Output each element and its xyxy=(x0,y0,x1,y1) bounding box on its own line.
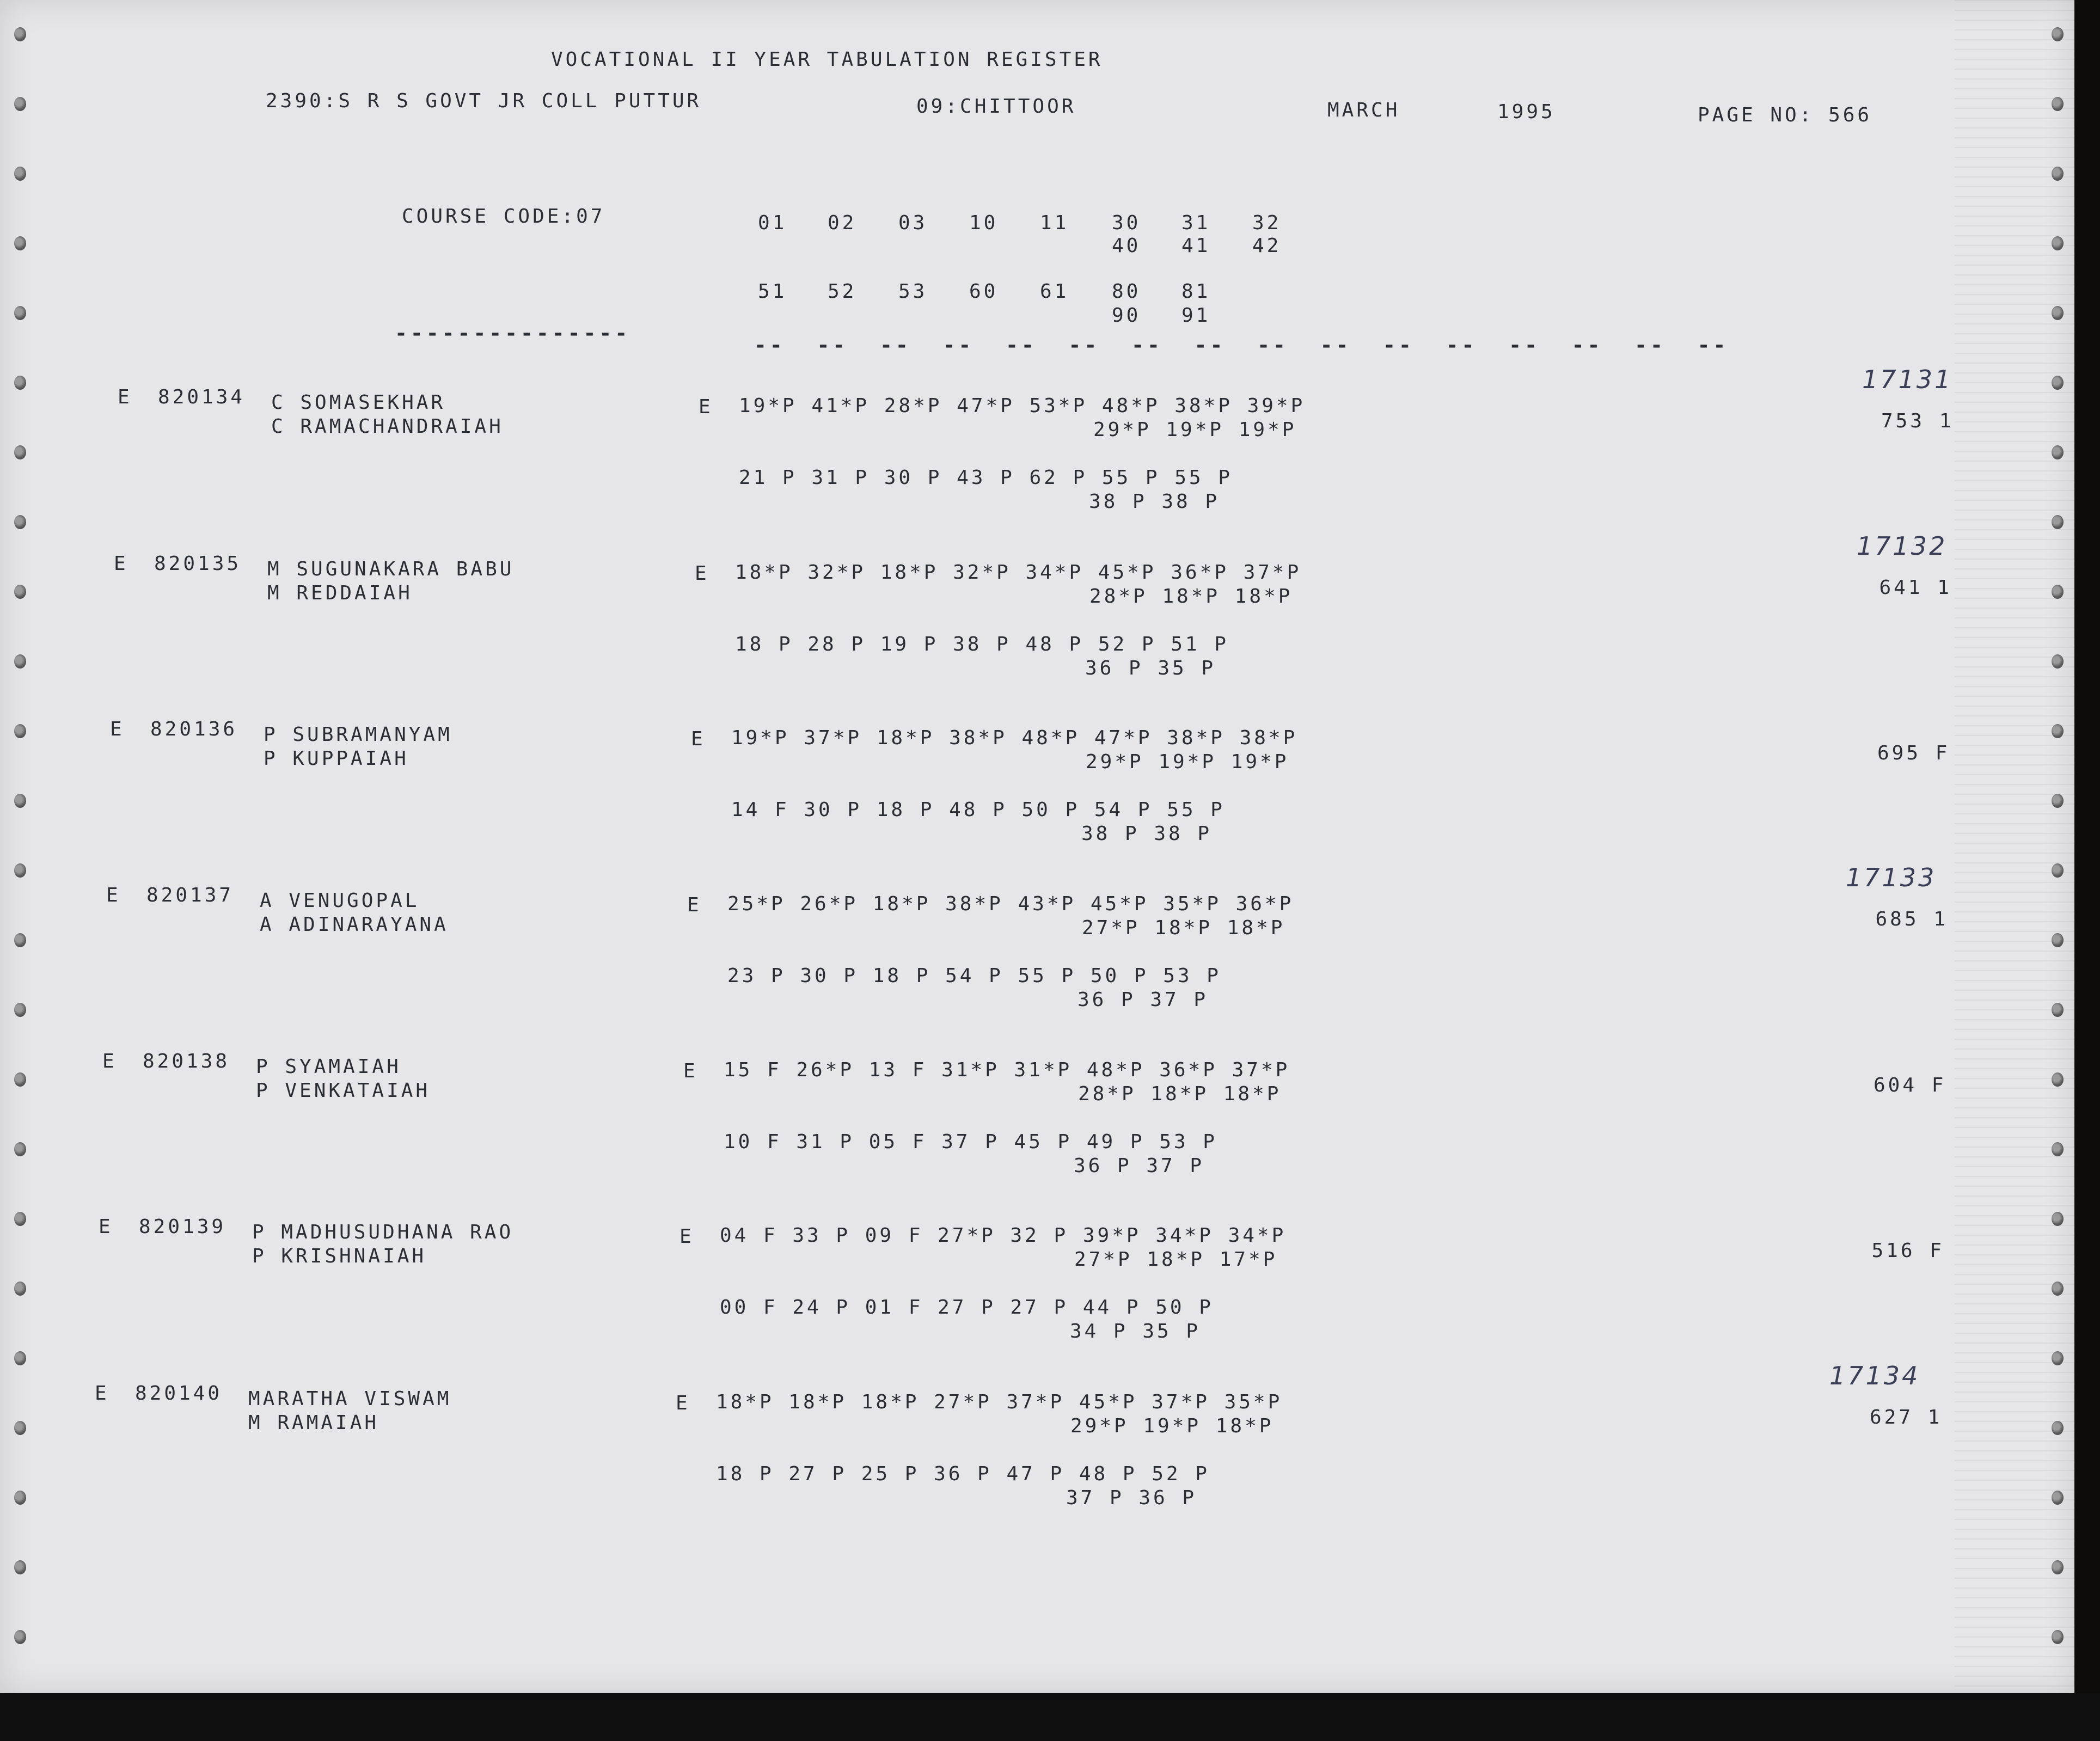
feed-hole xyxy=(2052,306,2064,320)
student-name: P SYAMAIAH xyxy=(256,1056,401,1078)
subject-code: 03 xyxy=(898,212,928,234)
feed-hole xyxy=(2052,724,2064,738)
record-category: E xyxy=(106,884,121,906)
father-name: M RAMAIAH xyxy=(248,1412,379,1434)
course-code: COURSE CODE:07 xyxy=(402,205,605,228)
feed-hole xyxy=(2052,863,2064,878)
record-category: E xyxy=(102,1050,117,1072)
exam-marker: E xyxy=(695,562,709,585)
feed-hole xyxy=(14,1491,26,1505)
feed-hole xyxy=(14,724,26,738)
father-name: M REDDAIAH xyxy=(267,582,413,604)
feed-hole xyxy=(14,1630,26,1644)
right-feed-holes xyxy=(2042,0,2074,1693)
total-result: 685 1 xyxy=(1875,908,1948,930)
record-category: E xyxy=(95,1382,109,1405)
subject-code: 10 xyxy=(969,212,999,234)
roll-number: 820139 xyxy=(139,1216,226,1238)
scan-bottom-edge xyxy=(0,1693,2100,1741)
handwritten-number: 17132 xyxy=(1857,531,1948,561)
handwritten-number: 17133 xyxy=(1846,863,1937,892)
record-category: E xyxy=(118,386,132,408)
exam-marker: E xyxy=(683,1060,698,1082)
feed-hole xyxy=(14,515,26,529)
father-name: C RAMACHANDRAIAH xyxy=(271,415,504,438)
feed-hole xyxy=(2052,97,2064,111)
marks-row-2b: 38 P 38 P xyxy=(1089,491,1220,513)
feed-hole xyxy=(14,376,26,390)
feed-hole xyxy=(14,97,26,111)
column-dashes: -- -- -- -- -- -- -- -- -- -- -- -- -- -- -- -- xyxy=(754,333,1729,357)
page-number: PAGE NO: 566 xyxy=(1698,104,1872,126)
feed-hole xyxy=(2052,167,2064,181)
subject-code: 80 xyxy=(1112,280,1141,303)
marks-row-1b: 27*P 18*P 18*P xyxy=(1082,917,1285,939)
father-name: A ADINARAYANA xyxy=(260,914,449,936)
feed-hole xyxy=(14,306,26,320)
feed-hole xyxy=(14,1212,26,1226)
subject-code: 42 xyxy=(1252,235,1282,257)
exam-marker: E xyxy=(691,728,706,750)
father-name: P VENKATAIAH xyxy=(256,1080,431,1102)
subject-code: 90 xyxy=(1112,304,1141,327)
feed-hole xyxy=(14,1003,26,1017)
marks-row-1: 19*P 41*P 28*P 47*P 53*P 48*P 38*P 39*P xyxy=(739,395,1306,417)
feed-hole xyxy=(14,1282,26,1296)
feed-hole xyxy=(2052,1630,2064,1644)
roll-number: 820140 xyxy=(135,1382,223,1405)
feed-hole xyxy=(2052,376,2064,390)
subject-code: 91 xyxy=(1181,304,1211,327)
feed-hole xyxy=(14,585,26,599)
subject-code: 01 xyxy=(758,212,787,234)
feed-hole xyxy=(14,167,26,181)
student-name: M SUGUNAKARA BABU xyxy=(267,558,515,580)
exam-year: 1995 xyxy=(1497,101,1556,123)
marks-row-1b: 28*P 18*P 18*P xyxy=(1078,1083,1282,1105)
college-name: 2390:S R S GOVT JR COLL PUTTUR xyxy=(266,90,702,112)
marks-row-1b: 29*P 19*P 19*P xyxy=(1093,419,1297,441)
total-result: 695 F xyxy=(1877,742,1950,764)
exam-month: MARCH xyxy=(1327,99,1400,121)
feed-hole xyxy=(14,236,26,250)
exam-marker: E xyxy=(679,1225,694,1248)
record-category: E xyxy=(99,1216,113,1238)
feed-hole xyxy=(2052,236,2064,250)
marks-row-1b: 29*P 19*P 19*P xyxy=(1086,751,1289,773)
subject-code: 30 xyxy=(1112,212,1141,234)
student-name: C SOMASEKHAR xyxy=(271,391,446,414)
marks-row-2b: 36 P 37 P xyxy=(1077,989,1209,1011)
feed-hole xyxy=(14,794,26,808)
feed-hole xyxy=(2052,1212,2064,1226)
total-result: 516 F xyxy=(1871,1240,1944,1262)
marks-row-1: 25*P 26*P 18*P 38*P 43*P 45*P 35*P 36*P xyxy=(727,893,1294,915)
marks-row-2: 00 F 24 P 01 F 27 P 27 P 44 P 50 P xyxy=(720,1296,1214,1319)
handwritten-number: 17134 xyxy=(1829,1361,1920,1390)
record-category: E xyxy=(110,718,125,740)
subject-code: 11 xyxy=(1040,212,1069,234)
marks-row-1b: 29*P 19*P 18*P xyxy=(1070,1415,1274,1437)
course-rule: --------------- xyxy=(395,321,631,345)
student-name: P MADHUSUDHANA RAO xyxy=(252,1221,514,1243)
feed-hole xyxy=(14,1072,26,1087)
marks-row-2: 18 P 27 P 25 P 36 P 47 P 48 P 52 P xyxy=(716,1463,1210,1485)
feed-hole xyxy=(14,27,26,41)
subject-code: 40 xyxy=(1112,235,1141,257)
total-result: 641 1 xyxy=(1879,577,1952,599)
feed-hole xyxy=(2052,1351,2064,1365)
total-result: 604 F xyxy=(1874,1074,1946,1096)
feed-hole xyxy=(2052,654,2064,669)
total-result: 753 1 xyxy=(1881,410,1954,432)
marks-row-2: 14 F 30 P 18 P 48 P 50 P 54 P 55 P xyxy=(731,799,1225,821)
left-feed-holes xyxy=(0,0,33,1693)
subject-code: 53 xyxy=(898,280,928,303)
subject-code: 31 xyxy=(1181,212,1211,234)
student-name: A VENUGOPAL xyxy=(260,890,420,912)
father-name: P KUPPAIAH xyxy=(264,747,409,770)
subject-code: 52 xyxy=(828,280,857,303)
total-result: 627 1 xyxy=(1870,1406,1943,1429)
marks-row-2: 23 P 30 P 18 P 54 P 55 P 50 P 53 P xyxy=(727,965,1221,987)
marks-row-2b: 37 P 36 P xyxy=(1066,1487,1197,1509)
roll-number: 820137 xyxy=(146,884,234,906)
feed-hole xyxy=(2052,1282,2064,1296)
feed-hole xyxy=(14,654,26,669)
marks-row-1b: 27*P 18*P 17*P xyxy=(1074,1248,1278,1271)
feed-hole xyxy=(2052,794,2064,808)
feed-hole xyxy=(14,863,26,878)
feed-hole xyxy=(14,1142,26,1156)
subject-code: 61 xyxy=(1040,280,1069,303)
feed-hole xyxy=(14,1421,26,1435)
subject-code: 32 xyxy=(1252,212,1282,234)
feed-hole xyxy=(2052,1491,2064,1505)
exam-marker: E xyxy=(676,1392,690,1414)
marks-row-1: 18*P 18*P 18*P 27*P 37*P 45*P 37*P 35*P xyxy=(716,1391,1283,1413)
student-name: MARATHA VISWAM xyxy=(248,1388,452,1410)
register-title: VOCATIONAL II YEAR TABULATION REGISTER xyxy=(551,48,1103,71)
feed-hole xyxy=(14,1560,26,1574)
roll-number: 820135 xyxy=(154,553,242,575)
feed-hole xyxy=(2052,1142,2064,1156)
father-name: P KRISHNAIAH xyxy=(252,1245,427,1267)
handwritten-number: 17131 xyxy=(1862,365,1953,394)
subject-code: 51 xyxy=(758,280,787,303)
feed-hole xyxy=(2052,1560,2064,1574)
marks-row-2b: 36 P 37 P xyxy=(1074,1155,1205,1177)
feed-hole xyxy=(2052,445,2064,459)
record-category: E xyxy=(114,553,128,575)
marks-row-2b: 38 P 38 P xyxy=(1081,823,1213,845)
feed-hole xyxy=(2052,515,2064,529)
subject-code: 60 xyxy=(969,280,999,303)
subject-code: 81 xyxy=(1181,280,1211,303)
marks-row-2: 21 P 31 P 30 P 43 P 62 P 55 P 55 P xyxy=(739,467,1233,489)
roll-number: 820136 xyxy=(150,718,238,740)
feed-hole xyxy=(2052,27,2064,41)
feed-hole xyxy=(2052,585,2064,599)
marks-row-1: 15 F 26*P 13 F 31*P 31*P 48*P 36*P 37*P xyxy=(724,1059,1290,1081)
marks-row-2b: 36 P 35 P xyxy=(1085,657,1216,679)
marks-row-1: 18*P 32*P 18*P 32*P 34*P 45*P 36*P 37*P xyxy=(735,561,1302,584)
feed-hole xyxy=(14,445,26,459)
subject-code: 41 xyxy=(1181,235,1211,257)
marks-row-2: 10 F 31 P 05 F 37 P 45 P 49 P 53 P xyxy=(724,1131,1217,1153)
marks-row-1b: 28*P 18*P 18*P xyxy=(1089,585,1293,608)
roll-number: 820138 xyxy=(143,1050,230,1072)
marks-row-1: 04 F 33 P 09 F 27*P 32 P 39*P 34*P 34*P xyxy=(720,1224,1287,1247)
student-name: P SUBRAMANYAM xyxy=(264,724,452,746)
exam-marker: E xyxy=(699,396,713,418)
feed-hole xyxy=(2052,933,2064,947)
roll-number: 820134 xyxy=(158,386,246,408)
marks-row-1: 19*P 37*P 18*P 38*P 48*P 47*P 38*P 38*P xyxy=(731,727,1298,749)
district: 09:CHITTOOR xyxy=(916,95,1076,118)
subject-code: 02 xyxy=(828,212,857,234)
marks-row-2: 18 P 28 P 19 P 38 P 48 P 52 P 51 P xyxy=(735,633,1229,655)
exam-marker: E xyxy=(687,894,702,916)
feed-hole xyxy=(2052,1003,2064,1017)
feed-hole xyxy=(2052,1421,2064,1435)
marks-row-2b: 34 P 35 P xyxy=(1070,1320,1201,1342)
feed-hole xyxy=(14,1351,26,1365)
feed-hole xyxy=(2052,1072,2064,1087)
feed-hole xyxy=(14,933,26,947)
